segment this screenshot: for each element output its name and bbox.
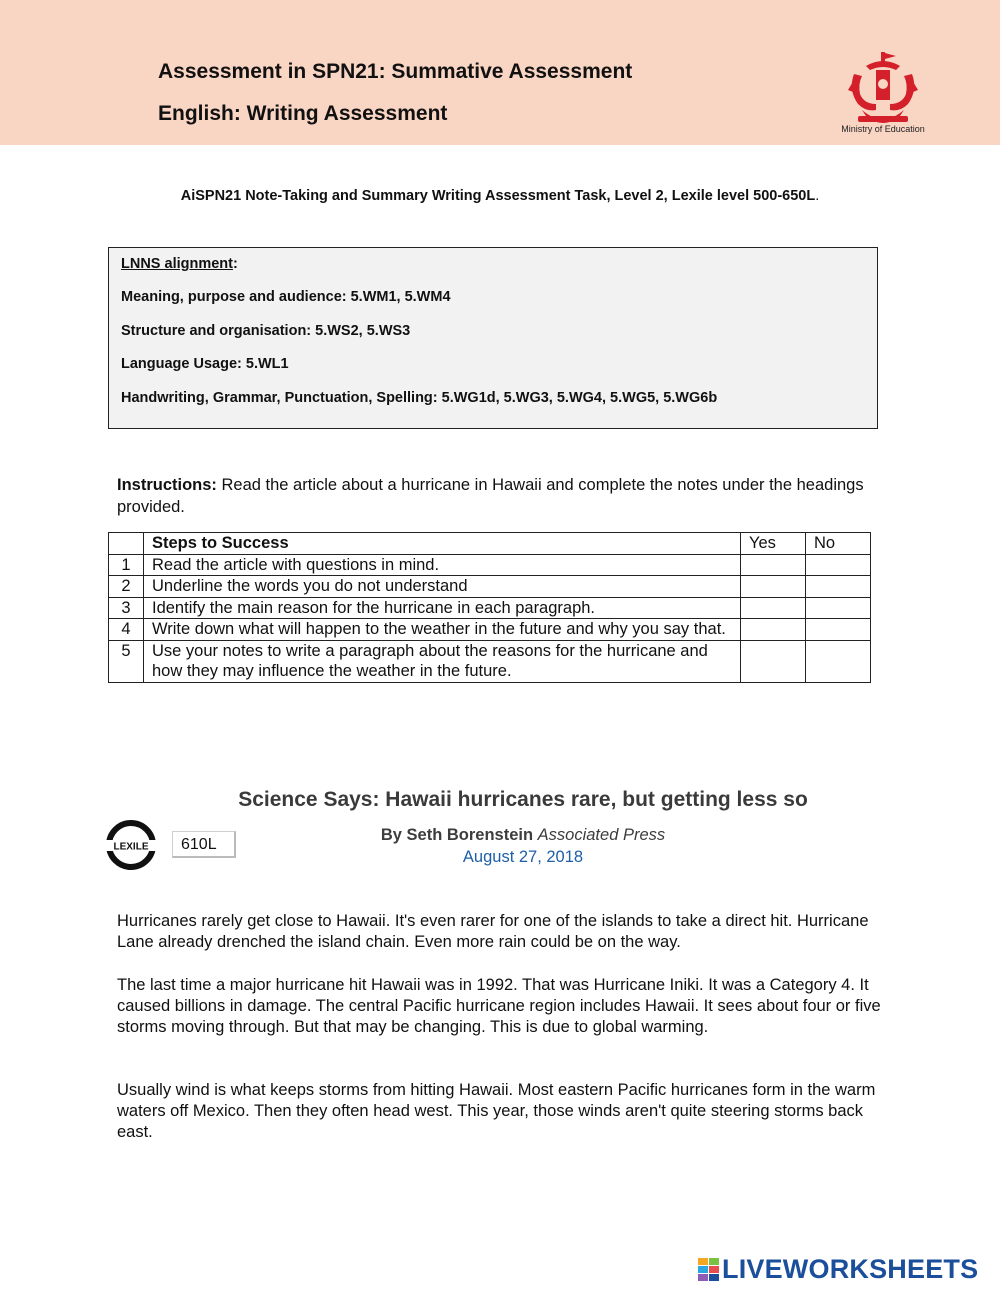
liveworksheets-brand: LIVEWORKSHEETS (722, 1254, 979, 1284)
table-row (109, 597, 871, 619)
table-header-row (109, 533, 871, 555)
lexile-level-badge: 610L (172, 831, 236, 858)
yes-checkbox-cell[interactable] (741, 640, 806, 682)
lnns-item: Handwriting, Grammar, Punctuation, Spelling: 5.WG1d, 5.WG3, 5.WG4, 5.WG5, 5.WG6b (121, 389, 718, 406)
article-title: Science Says: Hawaii hurricanes rare, but getting less so (238, 788, 808, 811)
table-row (109, 640, 871, 682)
yes-checkbox-cell[interactable] (741, 597, 806, 619)
step-number: 2 (109, 576, 144, 598)
step-text: Write down what will happen to the weather in the future and why you say that. (144, 619, 741, 641)
table-header-num (109, 533, 144, 555)
lnns-alignment-box (108, 247, 878, 429)
lnns-heading-colon: : (232, 256, 238, 272)
table-row (109, 576, 871, 598)
article-paragraph: The last time a major hurricane hit Hawaii was in 1992. That was Hurricane Iniki. It was a Category 4. It caused billions in damage. The central Pacific hurricane region includes Hawaii. It sees about four or five storms moving through. But that may be changing. This is due to global warming. (117, 976, 881, 1036)
step-number: 3 (109, 597, 144, 619)
table-row (109, 554, 871, 576)
instructions-text: Read the article about a hurricane in Hawaii and complete the notes under the headings provided. (117, 476, 864, 516)
lnns-item: Language Usage: 5.WL1 (121, 356, 289, 373)
liveworksheets-blocks-icon (698, 1258, 720, 1282)
step-text: Identify the main reason for the hurricane in each paragraph. (144, 597, 741, 619)
lexile-logo-text: LEXILE (113, 841, 149, 853)
yes-checkbox-cell[interactable] (741, 554, 806, 576)
step-text: Use your notes to write a paragraph about the reasons for the hurricane and how they may influence the weather in the future. (144, 640, 741, 682)
step-number: 1 (109, 554, 144, 576)
task-text: AiSPN21 Note-Taking and Summary Writing Assessment Task, Level 2, Lexile level 500-650L (180, 188, 816, 204)
no-checkbox-cell[interactable] (806, 554, 871, 576)
task-description (0, 188, 1000, 204)
article-date: August 27, 2018 (462, 848, 584, 866)
lnns-heading-text: LNNS alignment (121, 256, 233, 272)
header-band (0, 0, 1000, 145)
crest-caption: Ministry of Education (841, 124, 925, 134)
page-subtitle: English: Writing Assessment (158, 102, 448, 125)
table-header-yes: Yes (741, 533, 806, 555)
yes-checkbox-cell[interactable] (741, 619, 806, 641)
byline-agency: Associated Press (537, 826, 666, 844)
step-text: Read the article with questions in mind. (144, 554, 741, 576)
no-checkbox-cell[interactable] (806, 597, 871, 619)
article-byline (0, 826, 1000, 845)
lnns-item: Meaning, purpose and audience: 5.WM1, 5.WM4 (121, 289, 451, 306)
byline-author: By Seth Borenstein (380, 826, 534, 844)
page-title: Assessment in SPN21: Summative Assessment (158, 60, 633, 83)
steps-to-success-table (108, 532, 871, 683)
no-checkbox-cell[interactable] (806, 640, 871, 682)
lnns-item: Structure and organisation: 5.WS2, 5.WS3 (121, 322, 411, 339)
lnns-heading (121, 255, 877, 288)
no-checkbox-cell[interactable] (806, 576, 871, 598)
step-number: 5 (109, 640, 144, 682)
step-text: Underline the words you do not understand (144, 576, 741, 598)
yes-checkbox-cell[interactable] (741, 576, 806, 598)
task-period: . (815, 188, 820, 204)
no-checkbox-cell[interactable] (806, 619, 871, 641)
article-paragraph: Hurricanes rarely get close to Hawaii. It's even rarer for one of the islands to take a direct hit. Hurricane Lane already drenched the island chain. Even more rain could be on the way. (117, 912, 869, 951)
instructions-label: Instructions: (117, 476, 217, 494)
table-header-no: No (806, 533, 871, 555)
table-header-steps: Steps to Success (144, 533, 741, 555)
article-paragraph: Usually wind is what keeps storms from hitting Hawaii. Most eastern Pacific hurricanes form in the warm waters off Mexico. Then they often head west. This year, those winds aren't quite steering storms back east. (117, 1081, 876, 1141)
table-row (109, 619, 871, 641)
step-number: 4 (109, 619, 144, 641)
instructions (117, 474, 867, 518)
